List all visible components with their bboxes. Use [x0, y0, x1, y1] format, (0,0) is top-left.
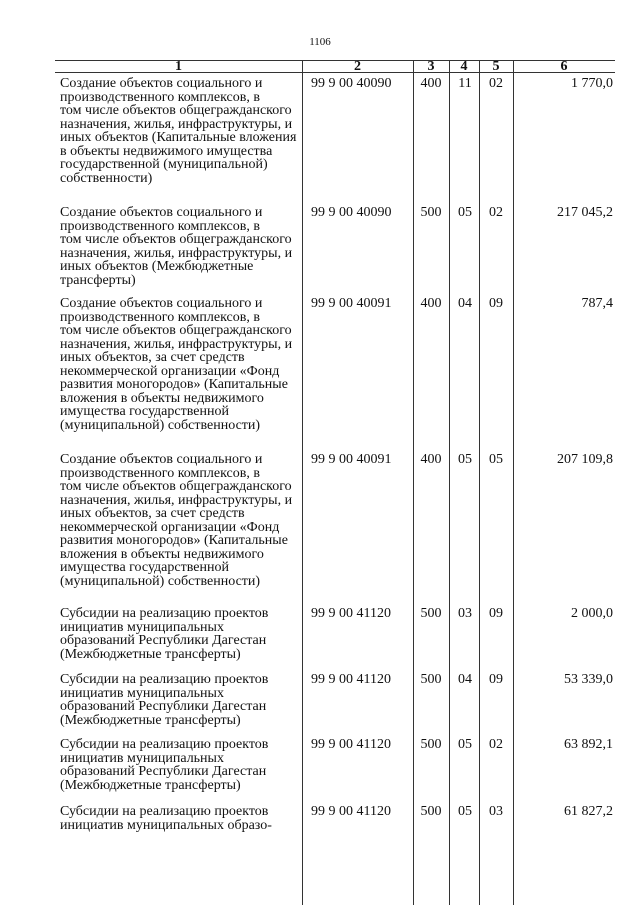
row-col-5: 02 — [489, 76, 503, 91]
row-code: 99 9 00 40090 — [311, 76, 392, 91]
row-name: Субсидии на реализацию проектов инициатив муниципальных образо- — [60, 804, 272, 833]
row-amount: 63 892,1 — [564, 737, 613, 752]
header-col-1: 1 — [175, 59, 182, 74]
row-col-3: 500 — [420, 606, 442, 621]
row-col-4: 05 — [458, 804, 472, 819]
row-amount: 787,4 — [581, 296, 613, 311]
row-amount: 1 770,0 — [571, 76, 613, 91]
row-col-5: 05 — [489, 452, 503, 467]
row-amount: 2 000,0 — [571, 606, 613, 621]
row-name: Создание объектов социального и производственного комплексов, в том числе объектов общегражданского назначения, жилья, инфраструктуры, и иных объектов (Межбюджетные трансферты) — [60, 205, 293, 288]
row-amount: 217 045,2 — [557, 205, 613, 220]
row-col-4: 05 — [458, 205, 472, 220]
row-col-5: 03 — [489, 804, 503, 819]
row-name: Создание объектов социального и производственного комплексов, в том числе объектов общегражданского назначения, жилья, инфраструктуры, и иных объектов, за счет средств некоммерческой организации «Фонд развития моногородов» (Капитальные вложения в объекты недвижимого имущества государственной (муниципальной) собственности) — [60, 296, 293, 433]
header-col-3: 3 — [427, 59, 435, 74]
row-col-5: 02 — [489, 205, 503, 220]
row-code: 99 9 00 41120 — [311, 606, 391, 621]
row-col-3: 500 — [420, 737, 442, 752]
row-name: Создание объектов социального и производственного комплексов, в том числе объектов общегражданского назначения, жилья, инфраструктуры, и иных объектов (Капитальные вложения в объекты недвижимого имущества государственной (муниципальной) собственности) — [60, 76, 297, 186]
column-divider-2 — [413, 60, 414, 905]
row-col-5: 09 — [489, 296, 503, 311]
row-code: 99 9 00 41120 — [311, 672, 391, 687]
row-col-4: 03 — [458, 606, 472, 621]
row-col-5: 02 — [489, 737, 503, 752]
header-col-5: 5 — [492, 59, 500, 74]
header-col-6: 6 — [560, 59, 568, 74]
row-code: 99 9 00 41120 — [311, 804, 391, 819]
row-name: Субсидии на реализацию проектов инициатив муниципальных образований Республики Дагестан (Межбюджетные трансферты) — [60, 737, 269, 793]
row-col-3: 400 — [420, 76, 442, 91]
row-col-4: 04 — [458, 296, 472, 311]
row-col-5: 09 — [489, 606, 503, 621]
row-code: 99 9 00 40091 — [311, 296, 392, 311]
row-col-4: 05 — [458, 452, 472, 467]
row-col-3: 400 — [420, 452, 442, 467]
row-col-4: 05 — [458, 737, 472, 752]
page-number: 1106 — [309, 36, 331, 48]
row-col-4: 11 — [458, 76, 472, 91]
column-divider-5 — [513, 60, 514, 905]
row-col-4: 04 — [458, 672, 472, 687]
row-name: Создание объектов социального и производственного комплексов, в том числе объектов общегражданского назначения, жилья, инфраструктуры, и иных объектов, за счет средств некоммерческой организации «Фонд развития моногородов» (Капитальные вложения в объекты недвижимого имущества государственной (муниципальной) собственности) — [60, 452, 293, 589]
column-divider-3 — [449, 60, 450, 905]
row-name: Субсидии на реализацию проектов инициатив муниципальных образований Республики Дагестан (Межбюджетные трансферты) — [60, 606, 269, 662]
row-col-5: 09 — [489, 672, 503, 687]
row-col-3: 500 — [420, 672, 442, 687]
row-amount: 53 339,0 — [564, 672, 613, 687]
row-col-3: 500 — [420, 804, 442, 819]
row-code: 99 9 00 40091 — [311, 452, 392, 467]
column-divider-4 — [479, 60, 480, 905]
row-code: 99 9 00 41120 — [311, 737, 391, 752]
header-col-2: 2 — [354, 59, 361, 74]
column-divider-1 — [302, 60, 303, 905]
row-code: 99 9 00 40090 — [311, 205, 392, 220]
row-col-3: 400 — [420, 296, 442, 311]
row-col-3: 500 — [420, 205, 442, 220]
row-name: Субсидии на реализацию проектов инициатив муниципальных образований Республики Дагестан (Межбюджетные трансферты) — [60, 672, 269, 728]
header-col-4: 4 — [460, 59, 468, 74]
row-amount: 207 109,8 — [557, 452, 613, 467]
row-amount: 61 827,2 — [564, 804, 613, 819]
